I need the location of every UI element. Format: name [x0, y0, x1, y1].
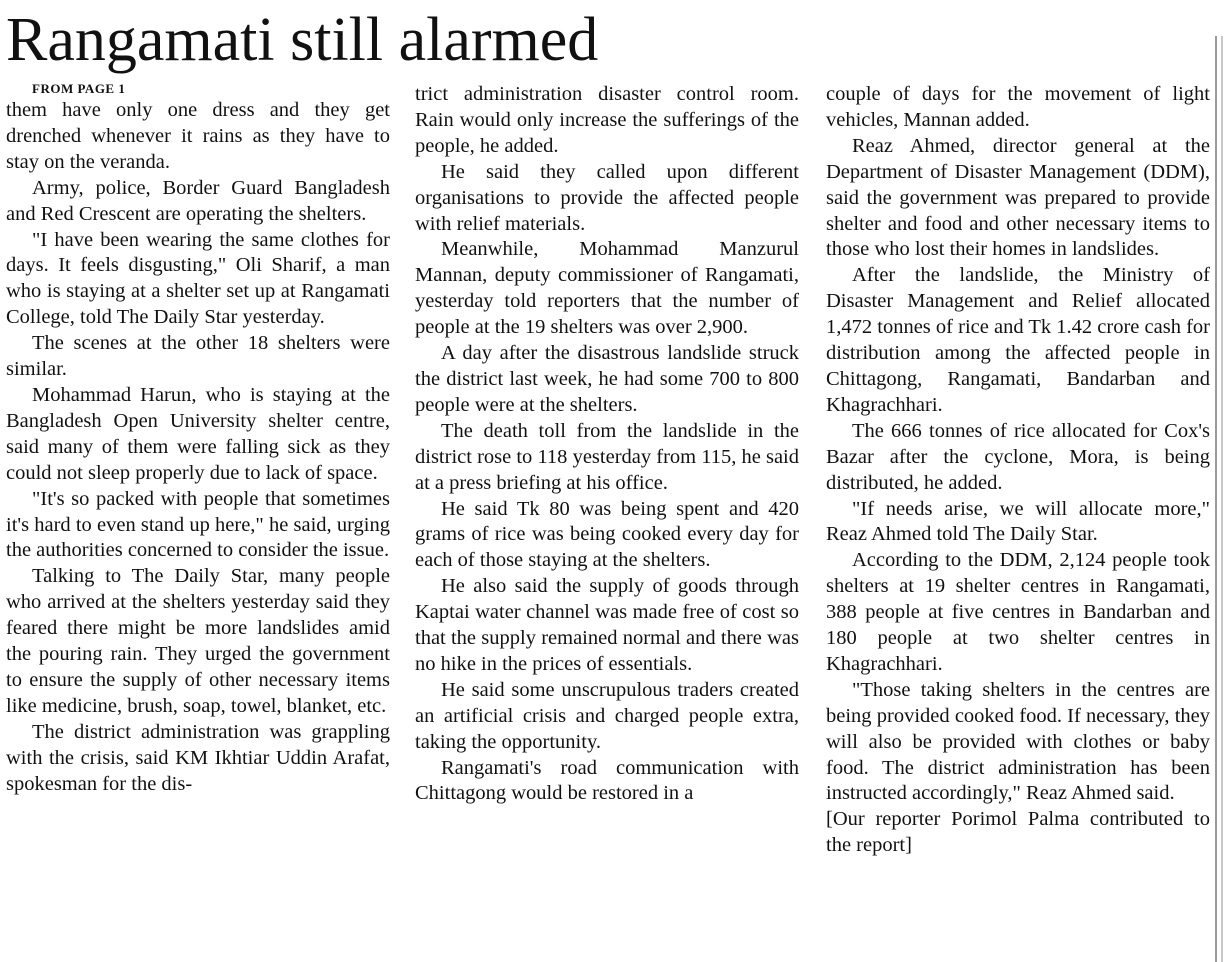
paragraph: Rangamati's road communication with Chittagong would be restored in a	[415, 756, 799, 805]
reporter-credit: [Our reporter Porimol Palma contributed to the report]	[826, 808, 1210, 857]
paragraph: He said some unscrupulous traders created an artificial crisis and charged people extra, taking the opportunity.	[415, 678, 799, 753]
paragraph: He said Tk 80 was being spent and 420 grams of rice was being cooked every day for each of those staying at the shelters.	[415, 497, 799, 572]
paragraph: The 666 tonnes of rice allocated for Cox's Bazar after the cyclone, Mora, is being distributed, he added.	[826, 419, 1210, 494]
paragraph: A day after the disastrous landslide struck the district last week, he had some 700 to 800 people were at the shelters.	[415, 342, 799, 416]
article-column-1	[6, 80, 390, 797]
paragraph: Meanwhile, Mohammad Manzurul Mannan, deputy commissioner of Rangamati, yesterday told reporters that the number of people at the 19 shelters was over 2,900.	[415, 238, 799, 339]
paragraph: Mohammad Harun, who is staying at the Bangladesh Open University shelter centre, said many of them were falling sick as they could not sleep properly due to lack of space.	[6, 383, 390, 484]
paragraph: The death toll from the landslide in the district rose to 118 yesterday from 115, he said at a press briefing at his office.	[415, 419, 799, 494]
paragraph: The scenes at the other 18 shelters were similar.	[6, 332, 390, 381]
paragraph: them have only one dress and they get drenched whenever it rains as they have to stay on the veranda.	[6, 99, 390, 173]
article-column-2	[415, 82, 799, 807]
paragraph: Reaz Ahmed, director general at the Department of Disaster Management (DDM), said the government was prepared to provide shelter and food and other necessary items to those who lost their homes in landslides.	[826, 134, 1210, 261]
paragraph: "I have been wearing the same clothes for days. It feels disgusting," Oli Sharif, a man who is staying at a shelter set up at Rangamati College, told The Daily Star yesterday.	[6, 228, 390, 329]
article-column-3	[826, 82, 1210, 859]
paragraph: Talking to The Daily Star, many people who arrived at the shelters yesterday said they feared there might be more landslides amid the pouring rain. They urged the government to ensure the supply of other necessary items like medicine, brush, soap, towel, blanket, etc.	[6, 565, 390, 717]
paragraph: He said they called upon different organisations to provide the affected people with relief materials.	[415, 160, 799, 235]
paragraph: "If needs arise, we will allocate more," Reaz Ahmed told The Daily Star.	[826, 497, 1210, 546]
column-rule	[1215, 36, 1217, 962]
paragraph: The district administration was grappling with the crisis, said KM Ikhtiar Uddin Arafat, spokesman for the dis-	[6, 720, 390, 795]
column-rule-shadow	[1221, 36, 1223, 962]
headline: Rangamati still alarmed	[6, 6, 599, 74]
paragraph: He also said the supply of goods through Kaptai water channel was made free of cost so that the supply remained normal and there was no hike in the prices of essentials.	[415, 575, 799, 675]
paragraph: couple of days for the movement of light vehicles, Mannan added.	[826, 83, 1210, 131]
paragraph: "It's so packed with people that sometimes it's hard to even stand up here," he said, urging the authorities concerned to consider the issue.	[6, 487, 390, 562]
paragraph: trict administration disaster control room. Rain would only increase the sufferings of the people, he added.	[415, 83, 799, 157]
paragraph: "Those taking shelters in the centres are being provided cooked food. If necessary, they will also be provided with clothes or baby food. The district administration has been instructed accordingly," Reaz Ahmed said.	[826, 678, 1210, 805]
paragraph: Army, police, Border Guard Bangladesh and Red Crescent are operating the shelters.	[6, 176, 390, 225]
paragraph: After the landslide, the Ministry of Disaster Management and Relief allocated 1,472 tonnes of rice and Tk 1.42 crore cash for distribution among the affected people in Chittagong, Rangamati, Bandarban and Khagrachhari.	[826, 264, 1210, 416]
jump-label: FROM PAGE 1	[32, 81, 126, 96]
paragraph: According to the DDM, 2,124 people took shelters at 19 shelter centres in Rangamati, 388 people at five centres in Bandarban and 180 people at two shelter centres in Khagrachhari.	[826, 549, 1210, 675]
